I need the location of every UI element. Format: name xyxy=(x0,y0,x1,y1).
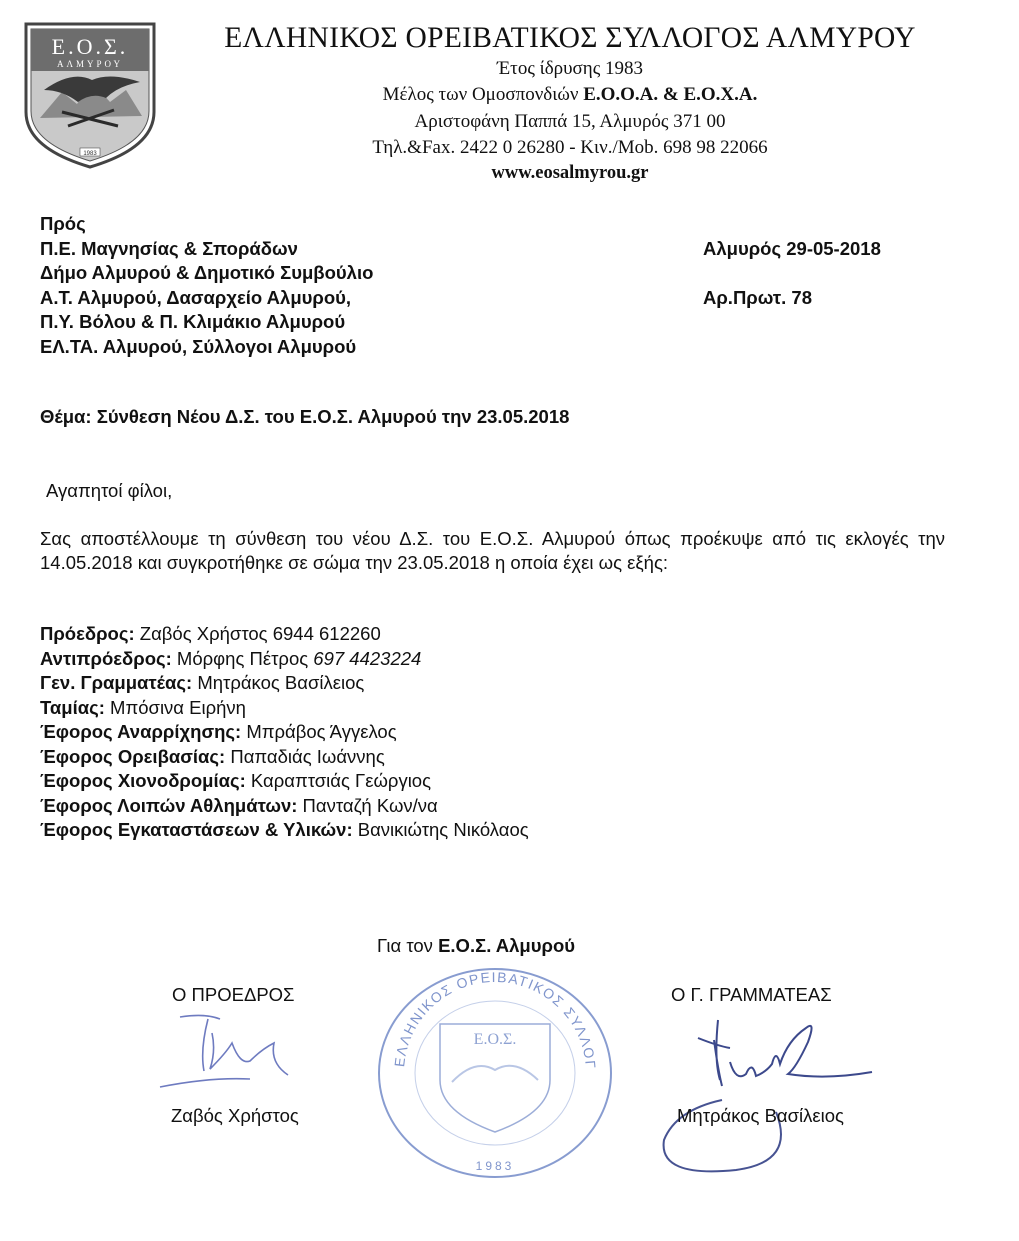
board-member xyxy=(40,818,529,843)
board-role: Έφορος Λοιπών Αθλημάτων: xyxy=(40,794,298,816)
greeting: Αγαπητοί φίλοι, xyxy=(46,480,173,501)
club-title: ΕΛΛΗΝΙΚΟΣ ΟΡΕΙΒΑΤΙΚΟΣ ΣΥΛΛΟΓΟΣ ΑΛΜΥΡΟΥ xyxy=(224,22,916,54)
subject-line: Θέμα: Σύνθεση Νέου Δ.Σ. του Ε.Ο.Σ. Αλμυρού την 23.05.2018 xyxy=(40,406,570,427)
closing-line xyxy=(377,935,575,957)
board-member xyxy=(40,647,421,672)
stamp-year: 1983 xyxy=(475,1159,515,1173)
board-name: Ζαβός Χρήστος 6944 612260 xyxy=(134,623,381,644)
date-line: Αλμυρός 29-05-2018 xyxy=(703,238,881,259)
svg-text:ΕΛΛΗΝΙΚΟΣ ΟΡΕΙΒΑΤΙΚΟΣ ΣΥΛΛΟΓΟΣ xyxy=(370,962,599,1070)
president-signature xyxy=(150,1005,330,1095)
federations: Ε.Ο.Ο.Α. & Ε.Ο.Χ.Α. xyxy=(583,84,758,105)
board-role: Ταμίας: xyxy=(40,696,105,718)
website-link[interactable]: www.eosalmyrou.gr xyxy=(491,163,649,183)
recipient-line: Α.Τ. Αλμυρού, Δασαρχείο Αλμυρού, xyxy=(40,286,352,308)
board-role: Έφορος Ορειβασίας: xyxy=(40,745,226,767)
recipient-line: Π.Ε. Μαγνησίας & Σποράδων xyxy=(40,237,298,259)
board-role: Έφορος Εγκαταστάσεων & Υλικών: xyxy=(40,819,353,840)
board-name: Βανικιώτης Νικόλαος xyxy=(352,819,529,840)
board-role: Γεν. Γραμματέας: xyxy=(40,672,193,693)
board-member xyxy=(40,745,385,770)
logo-year: 1983 xyxy=(83,151,97,157)
president-title: Ο ΠΡΟΕΔΡΟΣ xyxy=(172,984,295,1005)
recipient-line: ΕΛ.ΤΑ. Αλμυρού, Σύλλογοι Αλμυρού xyxy=(40,335,357,357)
stamp-ring-text: ΕΛΛΗΝΙΚΟΣ ΟΡΕΙΒΑΤΙΚΟΣ ΣΥΛΛΟΓ xyxy=(391,968,600,1071)
board-role: Αντιπρόεδρος: xyxy=(40,647,172,669)
recipient-line: Π.Υ. Βόλου & Π. Κλιμάκιο Αλμυρού xyxy=(40,311,346,332)
board-member xyxy=(40,696,246,721)
closing-org: Ε.Ο.Σ. Αλμυρού xyxy=(438,935,576,956)
stamp-center-text: Ε.Ο.Σ. xyxy=(473,1031,517,1048)
body-paragraph: Σας αποστέλλουμε τη σύνθεση του νέου Δ.Σ. του Ε.Ο.Σ. Αλμυρού όπως προέκυψε από τις εκλογές την 14.05.2018 και συγκροτήθηκε σε σώμα την 23.05.2018 η οποία έχει ως εξής: xyxy=(40,528,945,573)
board-name: Μπράβος Άγγελος xyxy=(241,721,397,742)
phone-line: Τηλ.&Fax. 2422 0 26280 - Κιν./Mob. 698 98 22066 xyxy=(372,137,768,158)
board-role: Πρόεδρος: xyxy=(40,623,135,644)
secretary-name: Μητράκος Βασίλειος xyxy=(677,1105,844,1126)
recipients-block xyxy=(40,212,373,359)
board-member xyxy=(40,622,381,647)
secretary-signature xyxy=(656,990,886,1185)
board-name: Παπαδιάς Ιωάννης xyxy=(225,745,385,767)
logo-text: Ε.Ο.Σ. xyxy=(51,34,129,59)
secretary-title: Ο Γ. ΓΡΑΜΜΑΤΕΑΣ xyxy=(671,984,832,1005)
closing-prefix: Για τον xyxy=(377,935,439,956)
board-name: Μπόσινα Ειρήνη xyxy=(104,696,246,718)
membership-prefix: Μέλος των Ομοσπονδιών xyxy=(382,84,584,105)
board-member xyxy=(40,794,438,819)
membership-line xyxy=(180,84,960,106)
board-member xyxy=(40,720,397,745)
board-name: Μητράκος Βασίλειος xyxy=(192,672,365,693)
official-stamp xyxy=(370,962,620,1184)
logo-subtext: ΑΛΜΥΡΟΥ xyxy=(56,59,124,69)
board-name: Μόρφης Πέτρος xyxy=(171,647,314,669)
club-logo xyxy=(22,20,158,170)
president-name: Ζαβός Χρήστος xyxy=(171,1105,299,1126)
board-member xyxy=(40,671,364,696)
board-phone: 697 4423224 xyxy=(313,647,422,669)
board-role: Έφορος Χιονοδρομίας: xyxy=(40,770,246,791)
board-member xyxy=(40,769,431,794)
board-role: Έφορος Αναρρίχησης: xyxy=(40,721,242,742)
recipient-line: Δήμο Αλμυρού & Δημοτικό Συμβούλιο xyxy=(40,262,374,283)
board-name: Πανταζή Κων/να xyxy=(297,794,438,816)
protocol-number: Αρ.Πρωτ. 78 xyxy=(703,287,812,308)
board-name: Καραπτσιάς Γεώργιος xyxy=(245,770,432,791)
founded-line: Έτος ίδρυσης 1983 xyxy=(497,58,643,79)
address-line: Αριστοφάνη Παππά 15, Αλμυρός 371 00 xyxy=(414,111,726,132)
recipients-heading: Πρός xyxy=(40,213,86,234)
